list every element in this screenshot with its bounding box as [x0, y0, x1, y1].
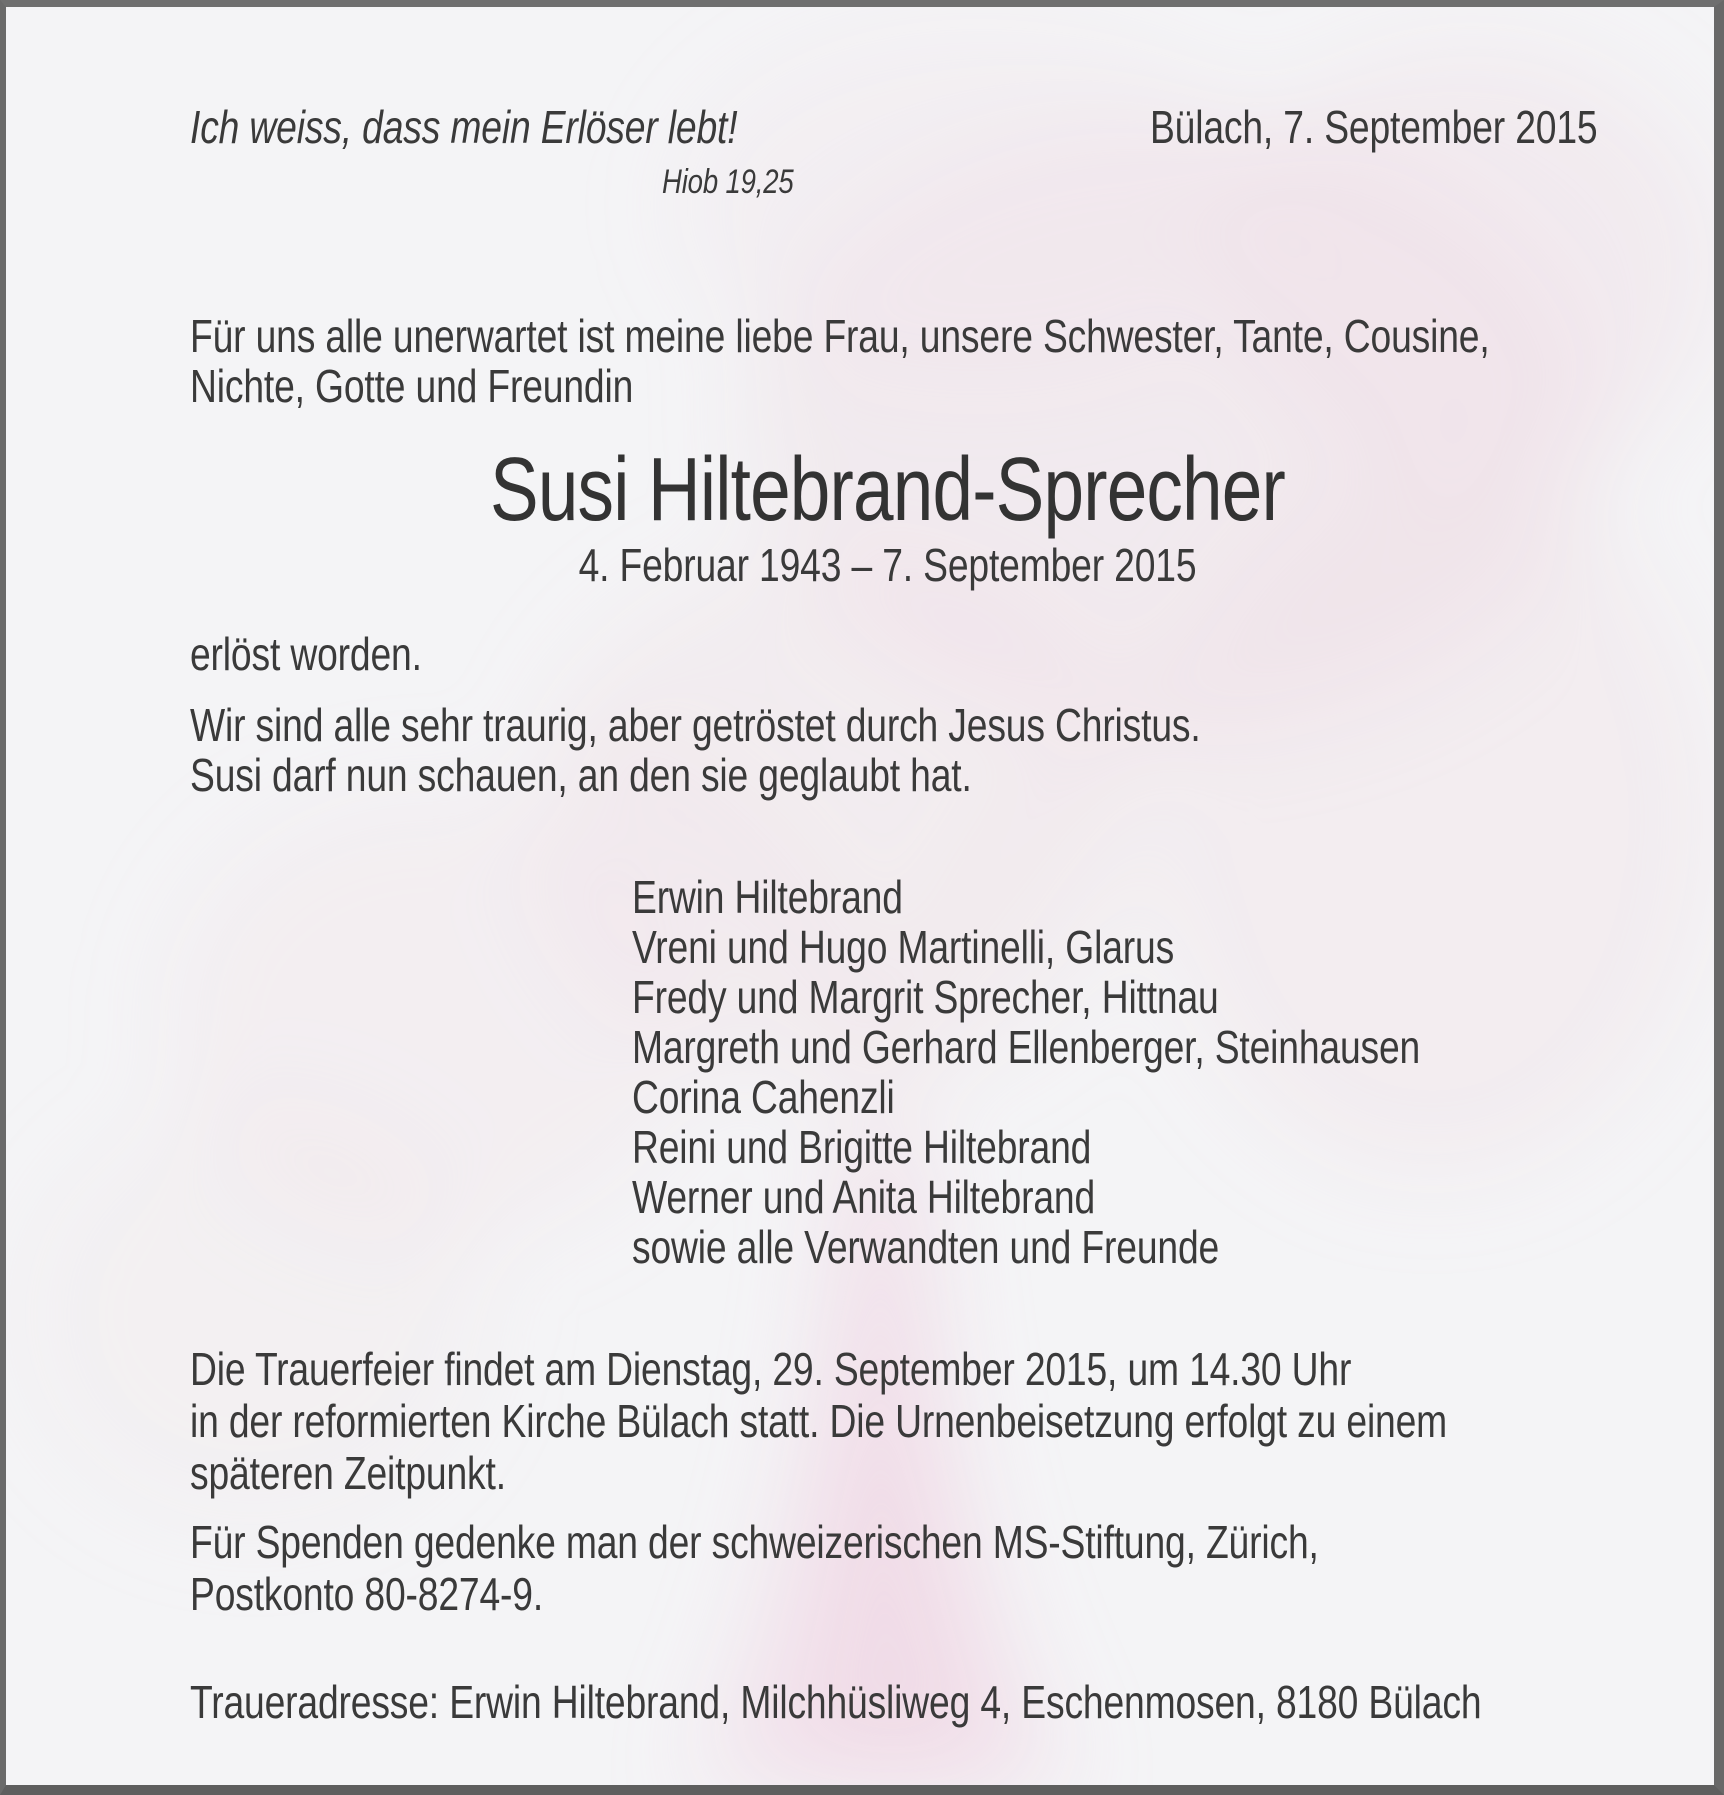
bible-quote: Ich weiss, dass mein Erlöser lebt!: [190, 101, 738, 153]
mourner-item: Corina Cahenzli: [632, 1071, 895, 1123]
passing-phrase: erlöst worden.: [190, 628, 422, 680]
consolation-line-2: Susi darf nun schauen, an den sie geglaubt hat.: [190, 749, 972, 801]
mourner-item: Fredy und Margrit Sprecher, Hittnau: [632, 971, 1219, 1023]
mourners-list: [632, 872, 1420, 1272]
intro-line-1: Für uns alle unerwartet ist meine liebe Frau, unsere Schwester, Tante, Cousine,: [190, 310, 1490, 362]
intro-paragraph: [190, 311, 1490, 411]
funeral-line-1: Die Trauerfeier findet am Dienstag, 29. September 2015, um 14.30 Uhr: [190, 1343, 1352, 1395]
donation-line-1: Für Spenden gedenke man der schweizerischen MS-Stiftung, Zürich,: [190, 1516, 1319, 1568]
intro-line-2: Nichte, Gotte und Freundin: [190, 360, 634, 412]
mourning-address: Traueradresse: Erwin Hiltebrand, Milchhüsliweg 4, Eschenmosen, 8180 Bülach: [190, 1676, 1482, 1728]
donation-line-2: Postkonto 80-8274-9.: [190, 1568, 544, 1620]
life-dates: 4. Februar 1943 – 7. September 2015: [578, 539, 1197, 591]
funeral-info-paragraph: [190, 1343, 1447, 1499]
funeral-line-3: späteren Zeitpunkt.: [190, 1447, 506, 1499]
deceased-name: Susi Hiltebrand-Sprecher: [490, 440, 1285, 540]
mourner-item: sowie alle Verwandten und Freunde: [632, 1221, 1220, 1273]
mourner-item: Erwin Hiltebrand: [632, 871, 903, 923]
consolation-paragraph: [190, 700, 1201, 800]
mourner-item: Werner und Anita Hiltebrand: [632, 1171, 1096, 1223]
bible-reference: Hiob 19,25: [662, 163, 794, 201]
mourner-item: Vreni und Hugo Martinelli, Glarus: [632, 921, 1175, 973]
mourner-item: Reini und Brigitte Hiltebrand: [632, 1121, 1092, 1173]
mourner-item: Margreth und Gerhard Ellenberger, Steinhausen: [632, 1021, 1421, 1073]
consolation-line-1: Wir sind alle sehr traurig, aber getröstet durch Jesus Christus.: [190, 699, 1201, 751]
donation-paragraph: [190, 1516, 1319, 1620]
place-and-date: Bülach, 7. September 2015: [1149, 101, 1597, 153]
funeral-line-2: in der reformierten Kirche Bülach statt. Die Urnenbeisetzung erfolgt zu einem: [190, 1395, 1448, 1447]
